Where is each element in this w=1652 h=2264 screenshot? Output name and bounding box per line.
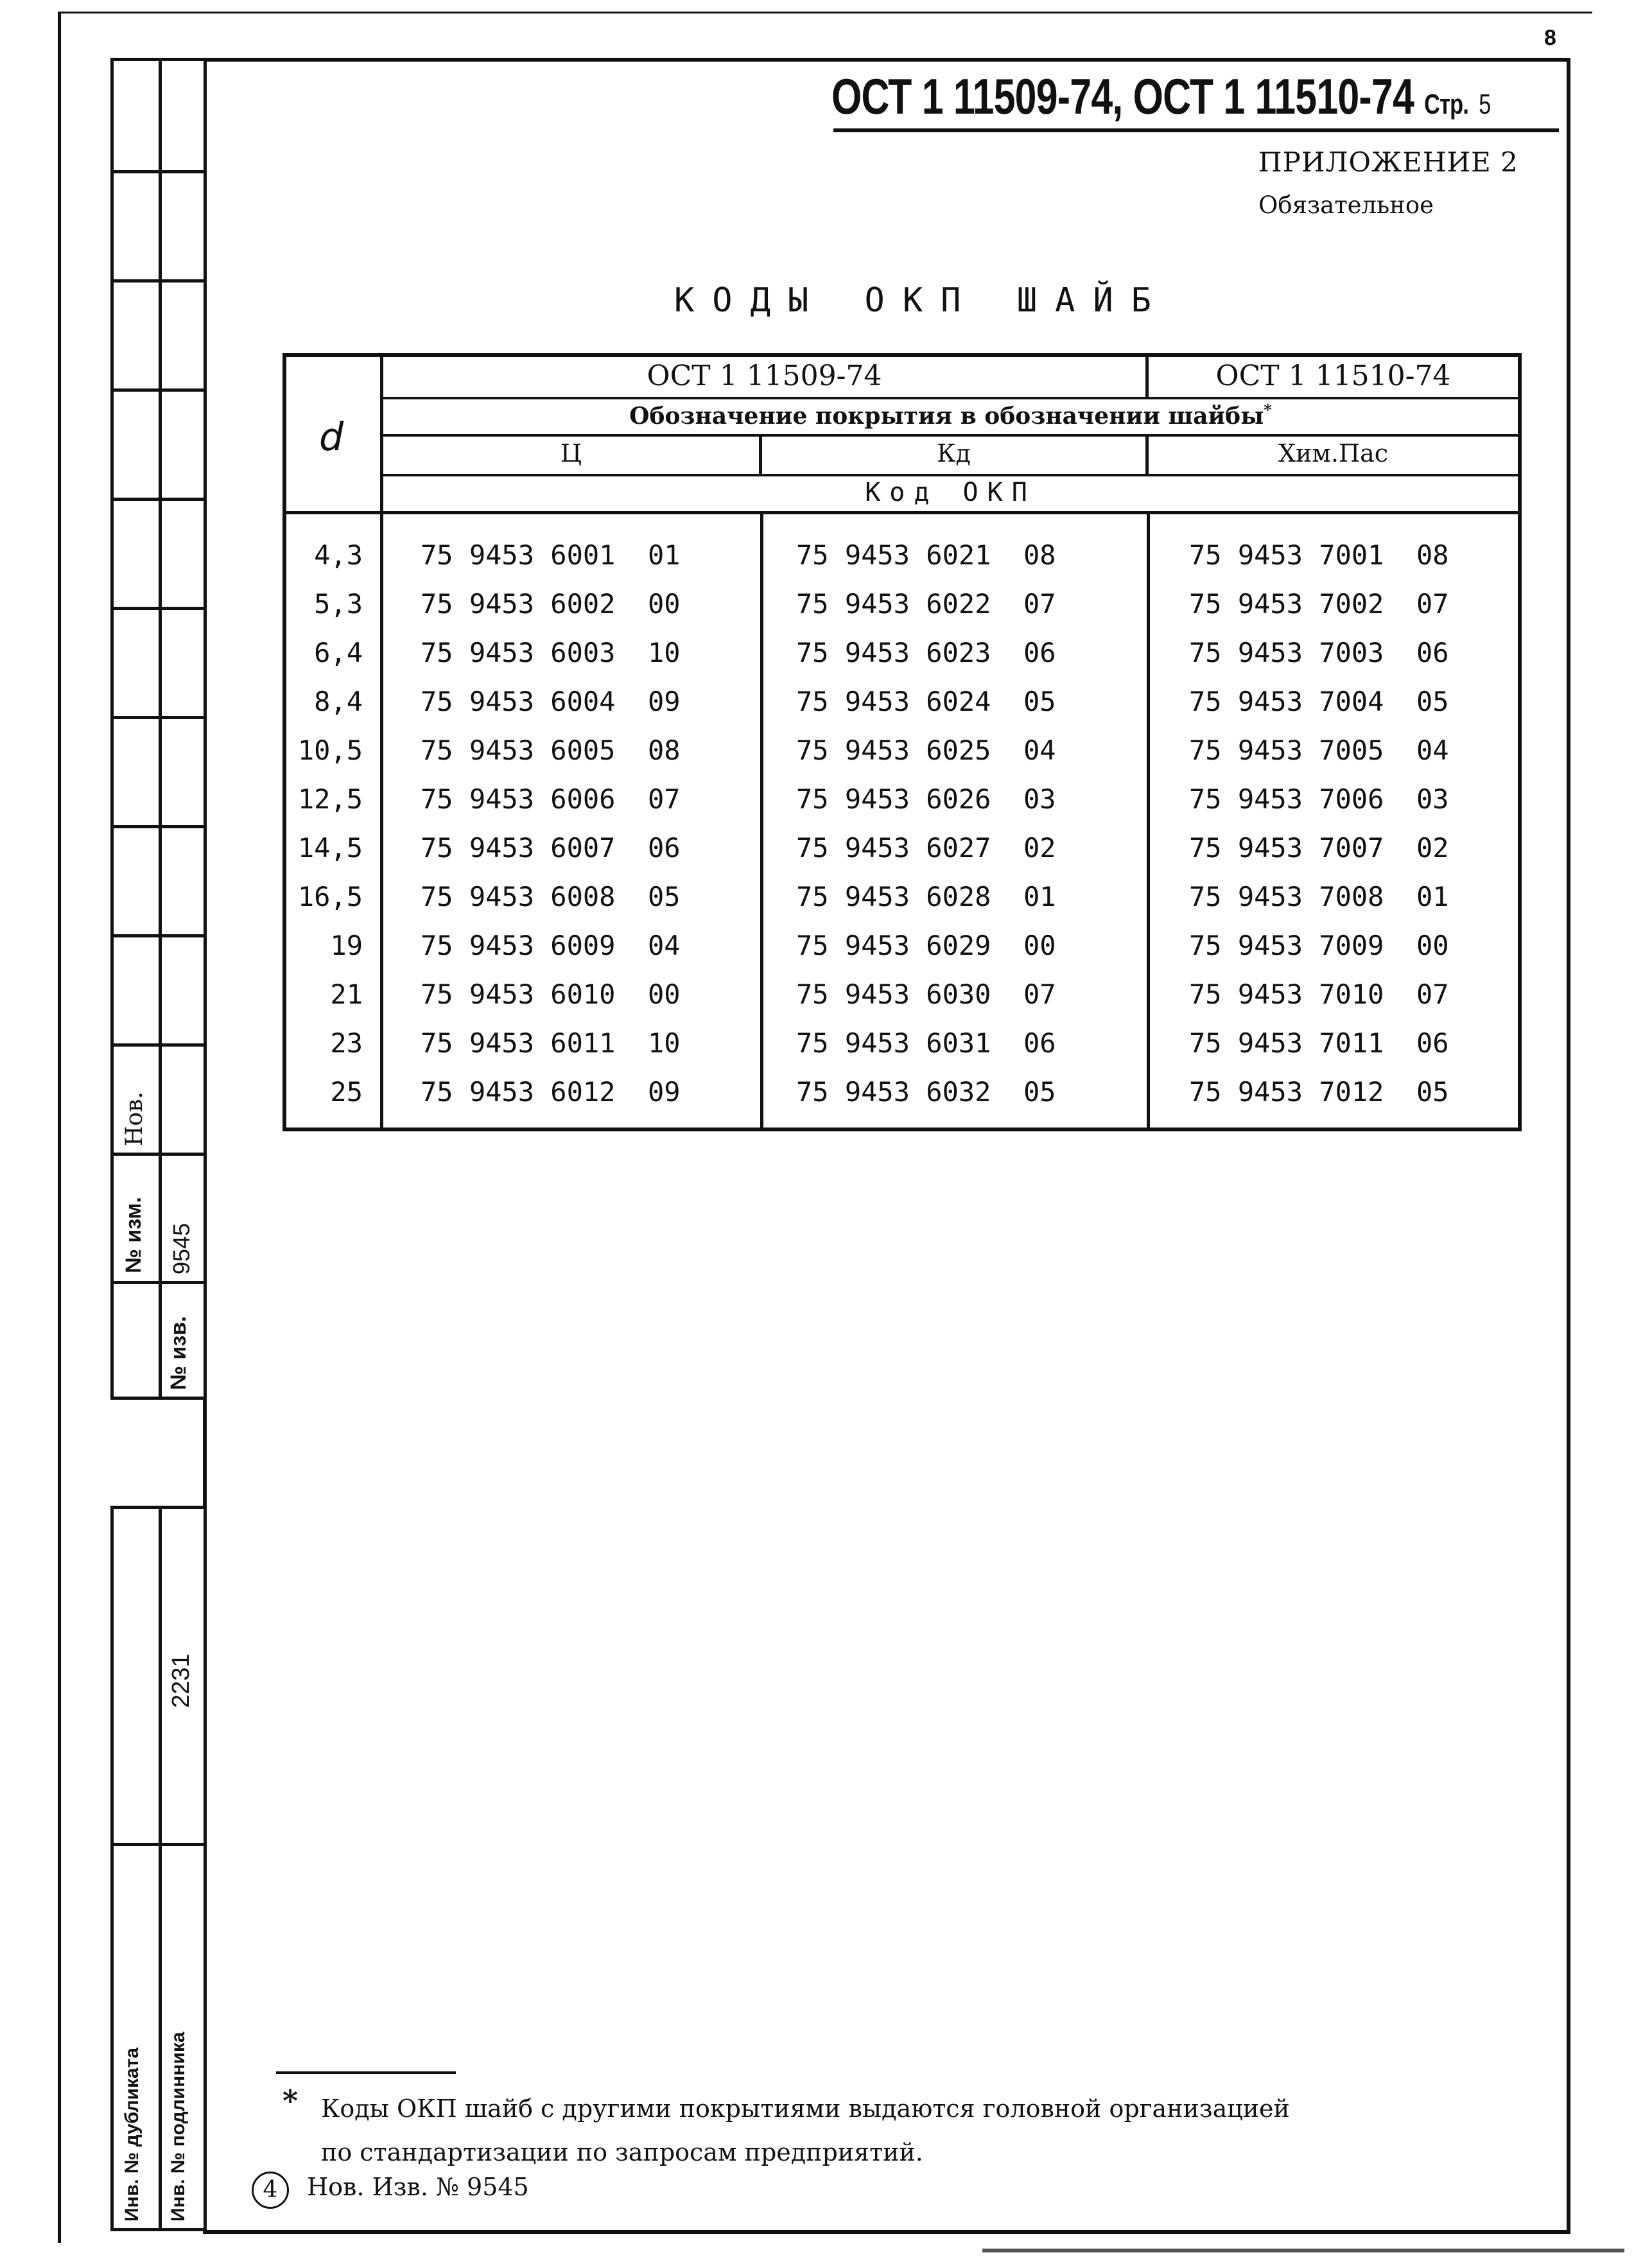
stamp-row-line (114, 607, 204, 610)
cell-okp-code: 75 9453 6028 01 (796, 881, 1056, 912)
cell-okp-code: 75 9453 7012 05 (1189, 1076, 1449, 1108)
footnote-mark: * (283, 2084, 299, 2118)
cell-okp-code: 75 9453 6012 09 (421, 1076, 681, 1108)
cell-okp-code: 75 9453 6031 06 (796, 1027, 1056, 1059)
page-number: 5 (1479, 89, 1491, 120)
stamp-row-line (114, 279, 204, 283)
cell-d: 10,5 (297, 735, 363, 766)
cell-okp-code: 75 9453 6001 01 (421, 539, 681, 571)
cell-okp-code: 75 9453 7002 07 (1189, 588, 1449, 620)
document-reference (831, 67, 1491, 126)
coating-cadmium: Кд (937, 439, 971, 467)
original-inventory-value: 2231 (168, 1653, 195, 1708)
cell-okp-code: 75 9453 7006 03 (1189, 783, 1449, 815)
change-number-value: Нов. (121, 1092, 148, 1146)
stamp-row-line (114, 1843, 204, 1846)
coating-header (383, 401, 1518, 430)
footnote-text-line2: по стандартизации по запросам предприятий. (321, 2138, 923, 2166)
okp-codes-table (283, 353, 1522, 1131)
cell-okp-code: 75 9453 6003 10 (421, 637, 681, 668)
cell-d: 19 (330, 930, 363, 961)
page-title: КОДЫ ОКП ШАЙБ (674, 281, 1169, 320)
table-header-line (283, 511, 1522, 514)
cell-d: 5,3 (314, 588, 363, 620)
cell-okp-code: 75 9453 7003 06 (1189, 637, 1449, 668)
revision-number-circle: 4 (252, 2172, 289, 2209)
cell-okp-code: 75 9453 6005 08 (421, 735, 681, 766)
footnote-rule (276, 2071, 456, 2074)
stamp-row-line (114, 170, 204, 173)
table-col-divider-d (380, 353, 383, 1131)
margin-stamp-top (110, 58, 207, 1400)
stamp-row-line (114, 1281, 204, 1284)
cell-okp-code: 75 9453 7001 08 (1189, 539, 1449, 571)
cell-okp-code: 75 9453 6032 05 (796, 1076, 1056, 1108)
cell-okp-code: 75 9453 7010 07 (1189, 979, 1449, 1010)
cell-okp-code: 75 9453 6006 07 (421, 783, 681, 815)
stamp-column-divider (159, 1509, 162, 2228)
coating-chem-passivation: Хим.Пас (1278, 439, 1389, 467)
coating-zinc: Ц (560, 439, 582, 467)
table-header-line (380, 474, 1522, 476)
cell-okp-code: 75 9453 6008 05 (421, 881, 681, 912)
notice-number-label: № изв. (166, 1316, 191, 1390)
col-header-d: d (318, 415, 344, 460)
cell-okp-code: 75 9453 6024 05 (796, 686, 1056, 717)
original-inventory-label: Инв. № подлинника (168, 2032, 189, 2222)
table-border-top (283, 353, 1522, 357)
std-header-11509: ОСТ 1 11509-74 (647, 360, 882, 392)
code-okp-header: Код ОКП (865, 478, 1036, 507)
table-header-line (380, 397, 1522, 399)
margin-stamp-bottom (110, 1506, 207, 2231)
stamp-row-line (114, 498, 204, 501)
cell-okp-code: 75 9453 6022 07 (796, 588, 1056, 620)
stamp-row-line (114, 825, 204, 828)
cell-d: 14,5 (297, 832, 363, 864)
cell-okp-code: 75 9453 6009 04 (421, 930, 681, 961)
cell-d: 8,4 (314, 686, 363, 717)
cell-okp-code: 75 9453 7009 00 (1189, 930, 1449, 961)
cell-d: 25 (330, 1076, 363, 1108)
stamp-column-divider (159, 61, 162, 1397)
cell-d: 4,3 (314, 539, 363, 571)
cell-okp-code: 75 9453 6004 09 (421, 686, 681, 717)
cell-okp-code: 75 9453 7008 01 (1189, 881, 1449, 912)
stamp-row-line (114, 1153, 204, 1156)
std-header-11510: ОСТ 1 11510-74 (1215, 360, 1451, 392)
cell-okp-code: 75 9453 7007 02 (1189, 832, 1449, 864)
cell-okp-code: 75 9453 7011 06 (1189, 1027, 1449, 1059)
table-border-bottom (283, 1128, 1522, 1131)
cell-okp-code: 75 9453 6011 10 (421, 1027, 681, 1059)
cell-d: 23 (330, 1027, 363, 1059)
cell-d: 12,5 (297, 783, 363, 815)
cell-okp-code: 75 9453 6026 03 (796, 783, 1056, 815)
table-header-line (380, 434, 1522, 437)
cell-d: 6,4 (314, 637, 363, 668)
cell-d: 16,5 (297, 881, 363, 912)
change-number-label: № изм. (121, 1197, 146, 1273)
sheet-number: 8 (1544, 26, 1556, 50)
revision-notice: Нов. Изв. № 9545 (307, 2173, 529, 2201)
page-label: Стр. (1424, 89, 1469, 120)
stamp-row-line (114, 1043, 204, 1047)
header-underline (833, 128, 1559, 132)
cell-okp-code: 75 9453 6010 00 (421, 979, 681, 1010)
footnote-text-line1: Коды ОКП шайб с другими покрытиями выдаются головной организацией (321, 2094, 1290, 2123)
frame-scan-edge (982, 2249, 1624, 2252)
duplicate-inventory-label: Инв. № дубликата (121, 2047, 143, 2222)
mandatory-label: Обязательное (1258, 191, 1434, 219)
notice-number-value: 9545 (168, 1223, 195, 1275)
appendix-label: ПРИЛОЖЕНИЕ 2 (1258, 146, 1518, 178)
stamp-row-line (114, 934, 204, 937)
cell-okp-code: 75 9453 7004 05 (1189, 686, 1449, 717)
cell-okp-code: 75 9453 6023 06 (796, 637, 1056, 668)
table-border-right (1518, 353, 1522, 1131)
table-col-divider (760, 511, 763, 1131)
cell-d: 21 (330, 979, 363, 1010)
cell-okp-code: 75 9453 6029 00 (796, 930, 1056, 961)
cell-okp-code: 75 9453 6025 04 (796, 735, 1056, 766)
cell-okp-code: 75 9453 7005 04 (1189, 735, 1449, 766)
cell-okp-code: 75 9453 6002 00 (421, 588, 681, 620)
cell-okp-code: 75 9453 6021 08 (796, 539, 1056, 571)
stamp-row-line (114, 716, 204, 719)
cell-okp-code: 75 9453 6027 02 (796, 832, 1056, 864)
cell-okp-code: 75 9453 6030 07 (796, 979, 1056, 1010)
cell-okp-code: 75 9453 6007 06 (421, 832, 681, 864)
document-designation: ОСТ 1 11509-74, ОСТ 1 11510-74 (831, 68, 1414, 125)
table-col-divider (1147, 511, 1150, 1131)
coating-footnote-mark: * (1264, 401, 1272, 419)
coating-header-text: Обозначение покрытия в обозначении шайбы (629, 403, 1264, 430)
stamp-row-line (114, 388, 204, 392)
